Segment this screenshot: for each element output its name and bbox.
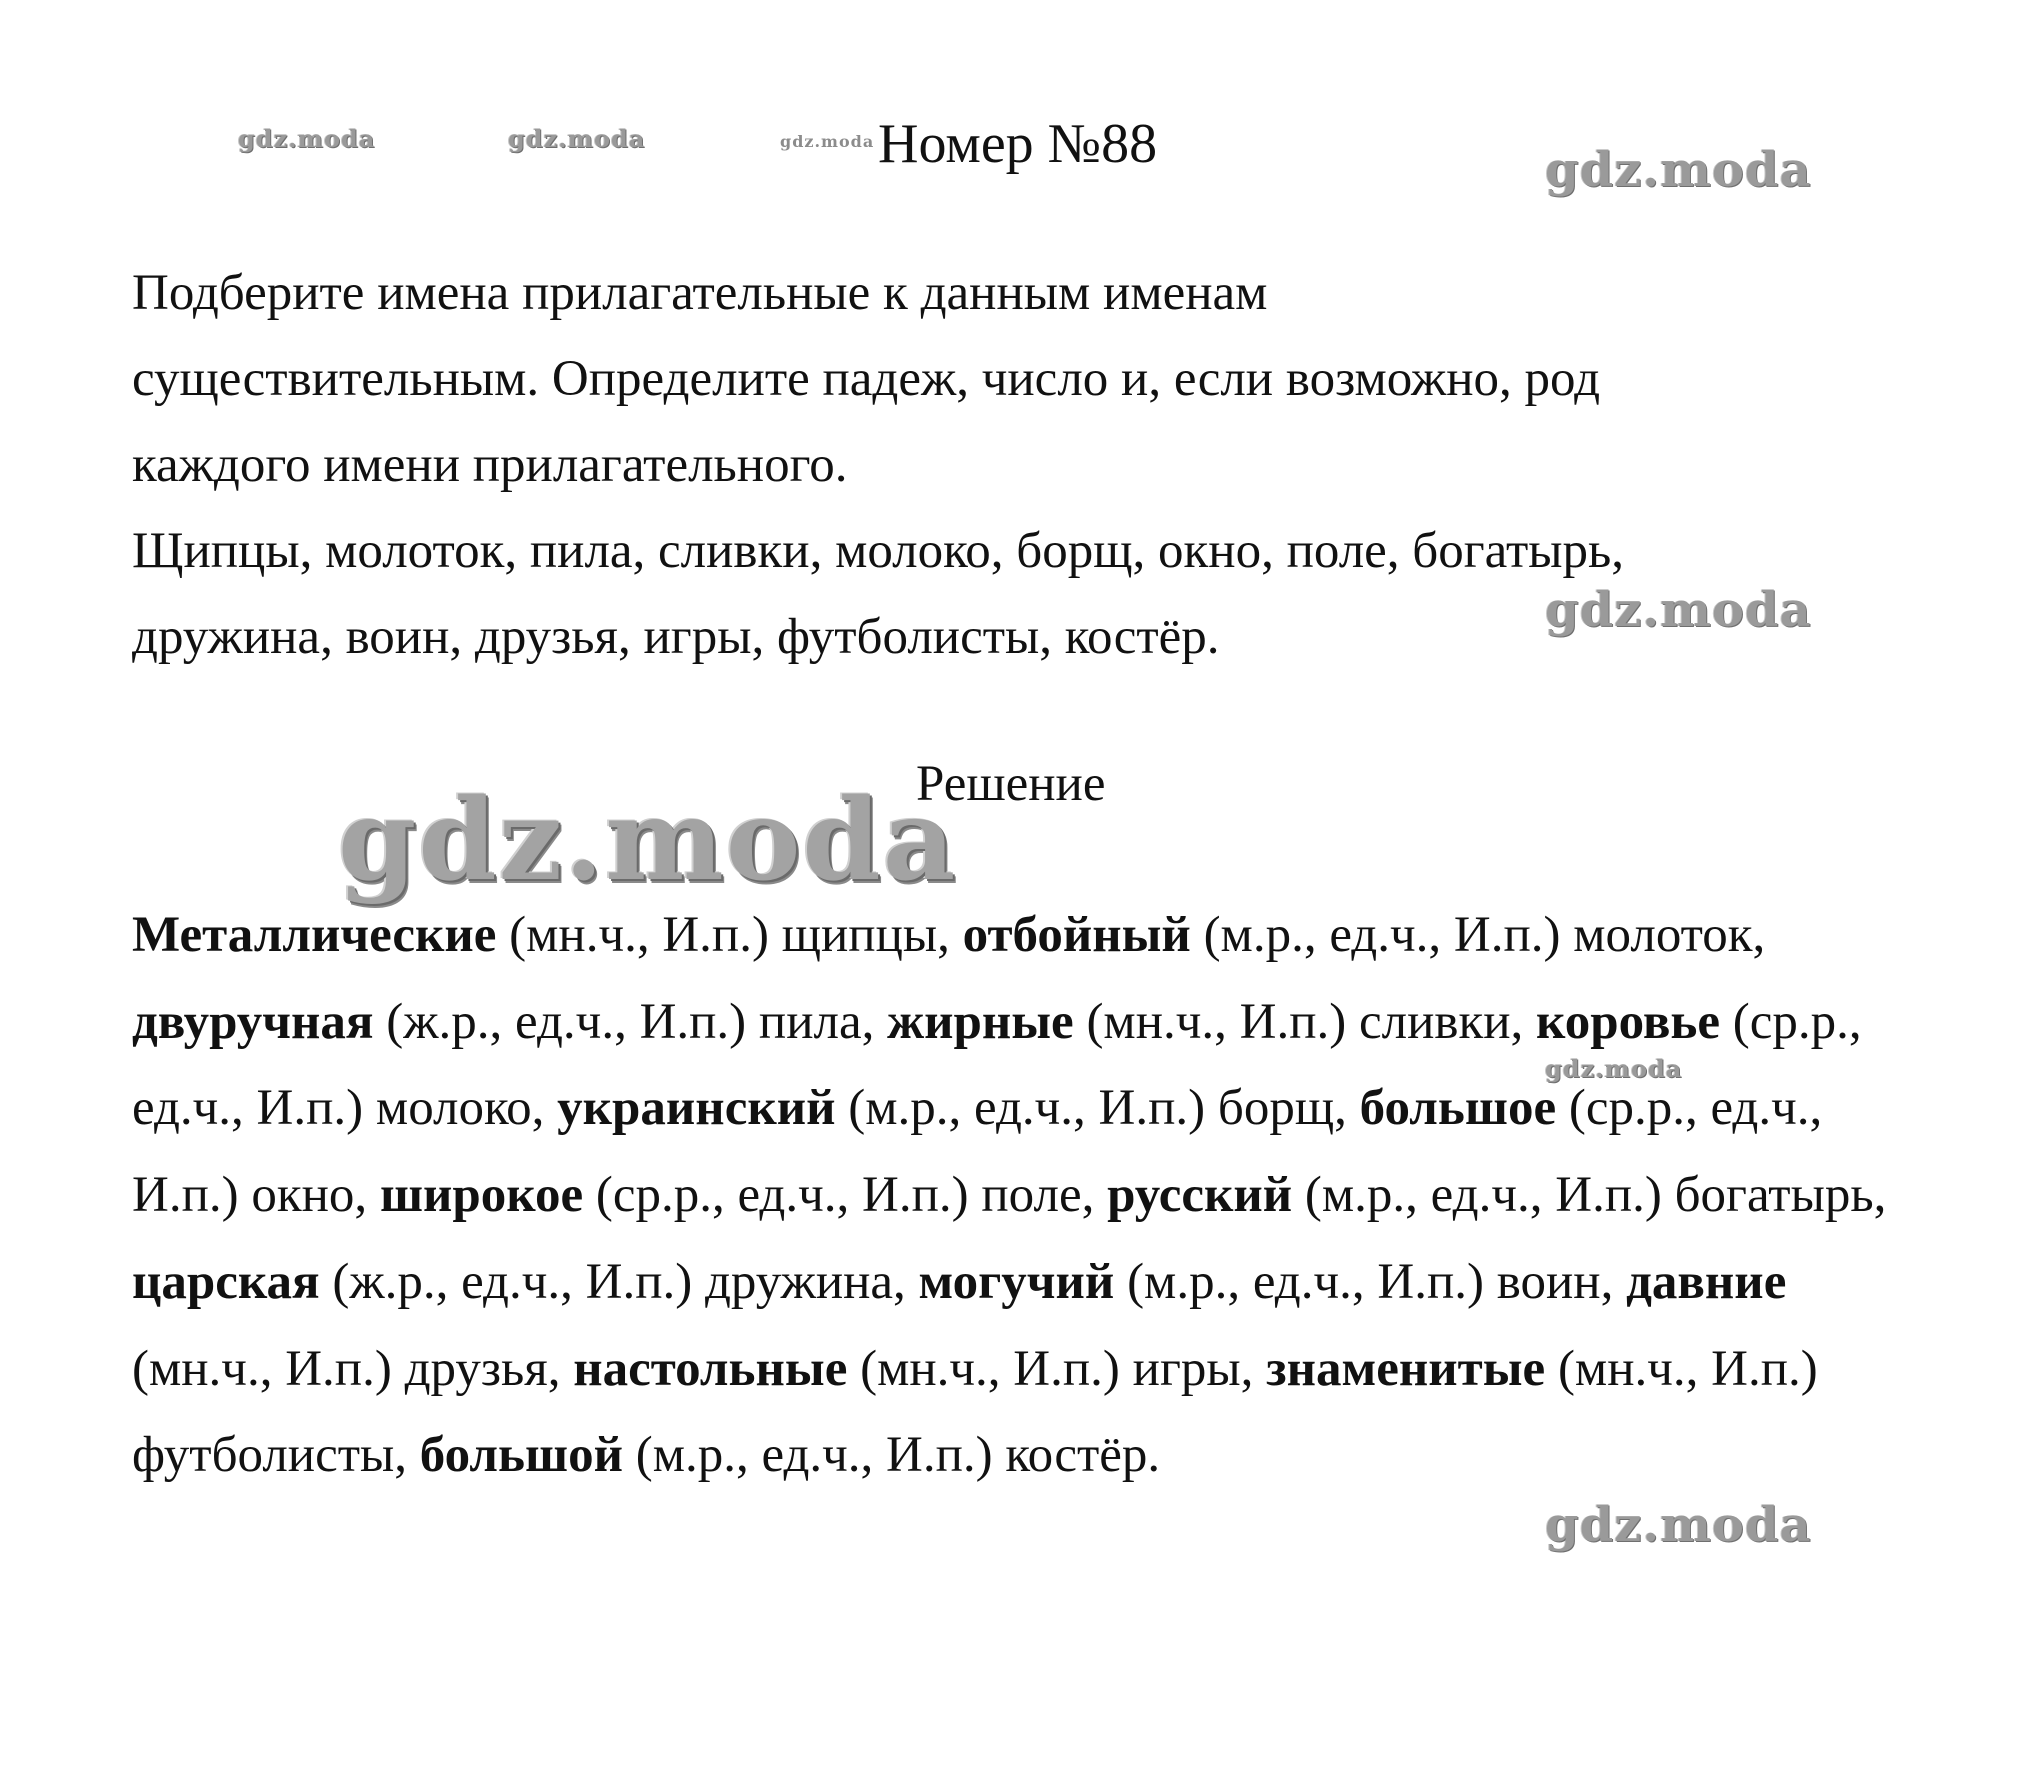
- adjective: жирные: [887, 993, 1074, 1050]
- noun: футболисты,: [132, 1427, 420, 1484]
- adjective: царская: [132, 1253, 320, 1310]
- noun: молоко,: [375, 1080, 558, 1137]
- adjective: Металлические: [132, 907, 497, 963]
- grammar-info: (м.р., ед.ч., И.п.): [622, 1427, 1006, 1484]
- grammar-info: (ж.р., ед.ч., И.п.): [373, 993, 759, 1050]
- noun: друзья,: [404, 1340, 574, 1397]
- grammar-info: (м.р., ед.ч., И.п.): [835, 1080, 1218, 1137]
- task-line: каждого имени прилагательного.: [132, 437, 848, 493]
- grammar-info: (мн.ч., И.п.): [847, 1340, 1133, 1397]
- noun: борщ,: [1217, 1080, 1360, 1137]
- grammar-info: (ср.р., ед.ч., И.п.): [132, 993, 1862, 1137]
- adjective: могучий: [918, 1253, 1115, 1310]
- watermark-logo: gdz.moda: [1545, 582, 1812, 638]
- noun: дружина,: [704, 1253, 919, 1310]
- noun: поле,: [981, 1167, 1108, 1224]
- task-line: существительным. Определите падеж, число и, если возможно, род: [132, 351, 1601, 407]
- adjective: отбойный: [962, 907, 1191, 963]
- page-title: Номер №88: [878, 113, 1158, 175]
- solution-heading: Решение: [916, 756, 1106, 812]
- adjective: большой: [419, 1427, 623, 1484]
- grammar-info: (ср.р., ед.ч., И.п.): [132, 1080, 1823, 1224]
- noun: воин,: [1496, 1253, 1627, 1310]
- noun: богатырь,: [1674, 1167, 1887, 1224]
- solution-answer: [132, 892, 1892, 1499]
- watermark-logo: gdz.moda: [508, 124, 646, 153]
- watermark-logo: gdz.moda: [1545, 1497, 1812, 1553]
- noun: щипцы,: [781, 907, 963, 963]
- task-line: Подберите имена прилагательные к данным именам: [132, 265, 1268, 321]
- task-line: Щипцы, молоток, пила, сливки, молоко, борщ, окно, поле, богатырь,: [132, 523, 1625, 579]
- task-text: [132, 250, 2012, 680]
- grammar-info: (мн.ч., И.п.): [1545, 1340, 1818, 1397]
- grammar-info: (м.р., ед.ч., И.п.): [1292, 1167, 1675, 1224]
- watermark-logo: gdz.moda: [780, 132, 875, 151]
- grammar-info: (мн.ч., И.п.): [132, 1340, 405, 1397]
- noun: молоток,: [1573, 907, 1766, 963]
- grammar-info: (ср.р., ед.ч., И.п.): [583, 1167, 982, 1224]
- adjective: русский: [1107, 1167, 1293, 1224]
- watermark-logo: gdz.moda: [1545, 1054, 1683, 1083]
- noun: игры,: [1132, 1340, 1267, 1397]
- noun: пила,: [758, 993, 888, 1050]
- watermark-logo: gdz.moda: [338, 775, 958, 906]
- noun: сливки,: [1359, 993, 1537, 1050]
- noun: костёр.: [1005, 1427, 1161, 1484]
- adjective: украинский: [557, 1080, 836, 1137]
- adjective: давние: [1626, 1253, 1787, 1310]
- watermark-logo: gdz.moda: [238, 124, 376, 153]
- adjective: широкое: [379, 1167, 584, 1224]
- grammar-info: (ж.р., ед.ч., И.п.): [319, 1253, 705, 1310]
- watermark-logo: gdz.moda: [1545, 142, 1812, 198]
- grammar-info: (мн.ч., И.п.): [1073, 993, 1359, 1050]
- task-line: дружина, воин, друзья, игры, футболисты, костёр.: [132, 609, 1220, 665]
- grammar-info: (м.р., ед.ч., И.п.): [1190, 907, 1574, 963]
- adjective: двуручная: [132, 993, 374, 1050]
- adjective: знаменитые: [1266, 1340, 1546, 1397]
- adjective: настольные: [573, 1340, 848, 1397]
- grammar-info: (м.р., ед.ч., И.п.): [1114, 1253, 1497, 1310]
- grammar-info: (мн.ч., И.п.): [496, 907, 782, 963]
- noun: окно,: [251, 1167, 380, 1224]
- adjective: большое: [1359, 1080, 1557, 1137]
- adjective: коровье: [1536, 993, 1720, 1050]
